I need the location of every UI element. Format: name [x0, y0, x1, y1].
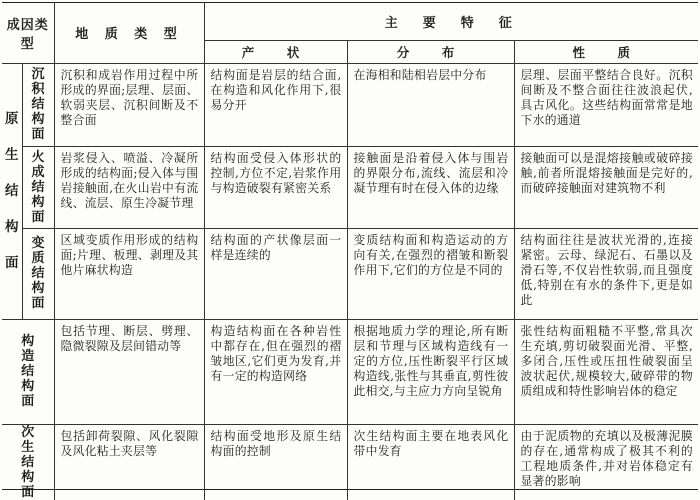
header-occurrence: 产 状 — [204, 40, 347, 63]
row-type-tectonic: 构造结构面 — [2, 319, 54, 424]
row-nature: 结构面往往是波状光滑的,连接紧密。云母、绿泥石、石墨以及滑石等,不仅岩性软弱,而且强度低,特别在有水的条件下,更是如此 — [514, 228, 698, 319]
row-nature: 接触面可以是混熔接触或破碎接触,前者所混熔接触面是完好的,而破碎接触面对建筑物不利 — [514, 146, 698, 228]
row-distribution: 次生结构面主要在地表风化带中发育 — [347, 424, 514, 500]
row-nature: 由于泥质物的充填以及极薄泥膜的存在,通常构成了极其不利的工程地质条件,并对岩体稳定有显著的影响 — [514, 424, 698, 500]
row-geo: 包括卸荷裂隙、风化裂隙及风化粘土夹层等 — [54, 424, 204, 500]
table-row — [2, 228, 698, 319]
header-nature: 性 质 — [514, 40, 698, 63]
row-geo: 岩浆侵入、喷溢、冷凝所形成的结构面;侵入体与围岩接触面,在火山岩中有流线、流层、原生冷凝节理 — [54, 146, 204, 228]
geology-table-frame — [2, 2, 698, 500]
table-row — [2, 146, 698, 228]
row-occurrence: 构造结构面在各种岩性中都存在,但在强烈的褶皱地区,它们更为发育,并有一定的构造网络 — [204, 319, 347, 424]
row-distribution: 根据地质力学的理论,所有断层和节理与区域构造线有一定的方位,压性断裂平行区域构造线,张性与其垂直,剪性彼此相交,与主应力方向呈锐角 — [347, 319, 514, 424]
row-occurrence: 结构面受侵入体形状的控制,方位不定,岩浆作用与构造破裂有紧密关系 — [204, 146, 347, 228]
header-distribution: 分 布 — [347, 40, 514, 63]
row-geo: 区域变质作用形成的结构面;片理、板理、剥理及其他片麻状构造 — [54, 228, 204, 319]
structural-plane-table — [2, 3, 698, 500]
row-occurrence: 结构面是岩层的结合面,在构造和风化作用下,很易分开 — [204, 63, 347, 146]
primary-group-label: 原生结构面 — [2, 63, 22, 319]
row-occurrence: 结构面的产状像层面一样是连续的 — [204, 228, 347, 319]
table-row — [2, 424, 698, 500]
row-geo: 沉积和成岩作用过程中所形成的界面;层理、层面、软弱夹层、沉积间断及不整合面 — [54, 63, 204, 146]
table-row — [2, 63, 698, 146]
row-distribution: 变质结构面和构造运动的方向有关,在强烈的褶皱和断裂作用下,它们的方位是不同的 — [347, 228, 514, 319]
header-main-features: 主 要 特 征 — [204, 3, 698, 40]
row-distribution: 接触面是沿着侵入体与围岩的界限分布,流线、流层和冷凝节理有时在侵入体的边缘 — [347, 146, 514, 228]
row-type-igneous: 火成结构面 — [22, 146, 54, 228]
row-type-metamorphic: 变质结构面 — [22, 228, 54, 319]
row-distribution: 在海相和陆相岩层中分布 — [347, 63, 514, 146]
header-geo-type: 地 质 类 型 — [54, 3, 204, 63]
row-geo: 包括节理、断层、劈理、隐微裂隙及层间错动等 — [54, 319, 204, 424]
table-row — [2, 319, 698, 424]
header-row-main — [2, 3, 698, 40]
row-nature: 层理、层面平整结合良好。沉积间断及不整合面往往波浪起伏,具古风化。这些结构面常常是地下水的通道 — [514, 63, 698, 146]
row-type-secondary: 次生结构面 — [2, 424, 54, 500]
row-nature: 张性结构面粗糙不平整,常具次生充填,剪切破裂面光滑、平整,多闭合,压性或压扭性破裂面呈波状起伏,规模较大,破碎带的物质组成和特性影响岩体的稳定 — [514, 319, 698, 424]
header-cause-type: 成因类型 — [2, 3, 54, 63]
row-occurrence: 结构面受地形及原生结构面的控制 — [204, 424, 347, 500]
row-type-sedimentary: 沉积结构面 — [22, 63, 54, 146]
